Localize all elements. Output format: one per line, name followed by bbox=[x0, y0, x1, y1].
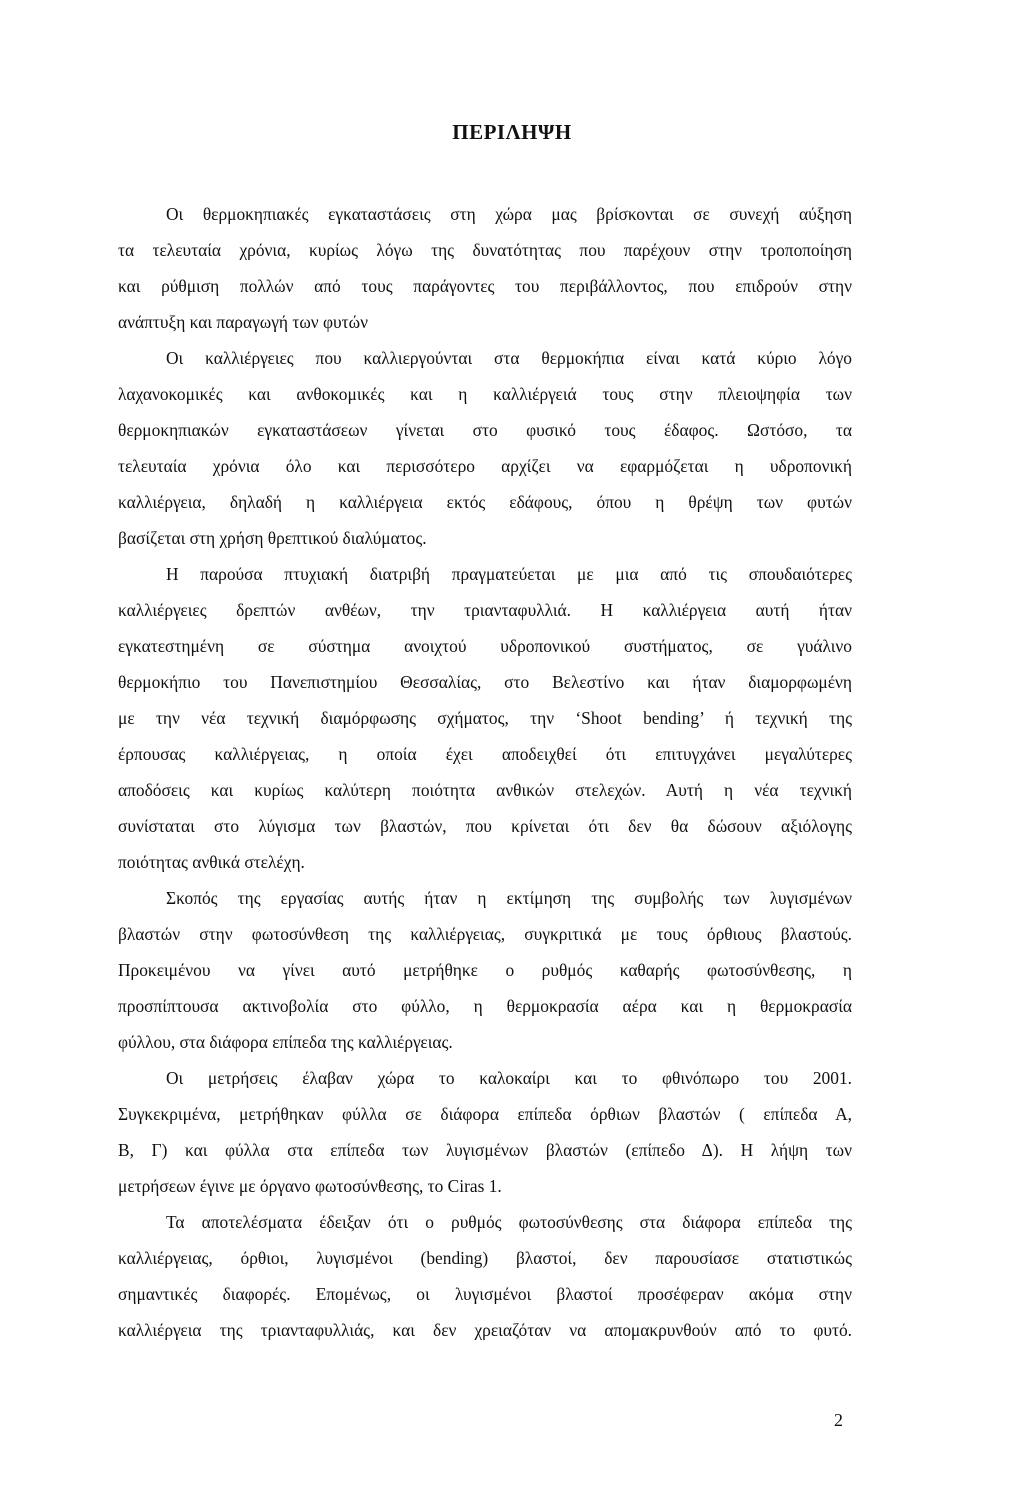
text-line: καλλιέργεια, δηλαδή η καλλιέργεια εκτός εδάφους, όπου η θρέψη των φυτών bbox=[118, 492, 852, 512]
text-line: μετρήσεων έγινε με όργανο φωτοσύνθεσης, το Ciras 1. bbox=[118, 1176, 502, 1196]
text-line: αποδόσεις και κυρίως καλύτερη ποιότητα ανθικών στελεχών. Αυτή η νέα τεχνική bbox=[118, 780, 852, 800]
text-line: προσπίπτουσα ακτινοβολία στο φύλλο, η θερμοκρασία αέρα και η θερμοκρασία bbox=[118, 996, 852, 1016]
text-line: ποιότητας ανθικά στελέχη. bbox=[118, 852, 305, 872]
text-line: εγκατεστημένη σε σύστημα ανοιχτού υδροπονικού συστήματος, σε γυάλινο bbox=[118, 636, 852, 656]
text-line: τα τελευταία χρόνια, κυρίως λόγω της δυνατότητας που παρέχουν στην τροποποίηση bbox=[118, 240, 852, 260]
text-line: καλλιέργεια της τριανταφυλλιάς, και δεν χρειαζόταν να απομακρυνθούν από το φυτό. bbox=[118, 1320, 852, 1340]
text-line: καλλιέργειες δρεπτών ανθέων, την τριανταφυλλιά. Η καλλιέργεια αυτή ήταν bbox=[118, 600, 852, 620]
text-line: έρπουσας καλλιέργειας, η οποία έχει αποδειχθεί ότι επιτυγχάνει μεγαλύτερες bbox=[118, 744, 852, 764]
text-line: λαχανοκομικές και ανθοκομικές και η καλλιέργειά τους στην πλειοψηφία των bbox=[118, 384, 852, 404]
text-line: Οι μετρήσεις έλαβαν χώρα το καλοκαίρι και το φθινόπωρο του 2001. bbox=[166, 1068, 852, 1088]
abstract-body bbox=[118, 196, 852, 1348]
text-line: τελευταία χρόνια όλο και περισσότερο αρχίζει να εφαρμόζεται η υδροπονική bbox=[118, 456, 852, 476]
text-line: Σκοπός της εργασίας αυτής ήταν η εκτίμηση της συμβολής των λυγισμένων bbox=[166, 888, 852, 908]
text-line: συνίσταται στο λύγισμα των βλαστών, που κρίνεται ότι δεν θα δώσουν αξιόλογης bbox=[118, 816, 852, 836]
text-line: θερμοκηπιακών εγκαταστάσεων γίνεται στο φυσικό τους έδαφος. Ωστόσο, τα bbox=[118, 420, 852, 440]
text-line: καλλιέργειας, όρθιοι, λυγισμένοι (bending) βλαστοί, δεν παρουσίασε στατιστικώς bbox=[118, 1248, 852, 1268]
text-line: βασίζεται στη χρήση θρεπτικού διαλύματος. bbox=[118, 528, 427, 548]
text-line: Οι καλλιέργειες που καλλιεργούνται στα θερμοκήπια είναι κατά κύριο λόγο bbox=[166, 348, 852, 368]
text-line: Τα αποτελέσματα έδειξαν ότι ο ρυθμός φωτοσύνθεσης στα διάφορα επίπεδα της bbox=[166, 1212, 852, 1232]
text-line: και ρύθμιση πολλών από τους παράγοντες του περιβάλλοντος, που επιδρούν στην bbox=[118, 276, 852, 296]
page-title: ΠΕΡΙΛΗΨΗ bbox=[452, 120, 572, 144]
text-line: σημαντικές διαφορές. Επομένως, οι λυγισμένοι βλαστοί προσέφεραν ακόμα στην bbox=[118, 1284, 852, 1304]
page-number: 2 bbox=[834, 1410, 843, 1430]
text-line: Προκειμένου να γίνει αυτό μετρήθηκε ο ρυθμός καθαρής φωτοσύνθεσης, η bbox=[118, 960, 852, 980]
text-line: ανάπτυξη και παραγωγή των φυτών bbox=[118, 312, 368, 332]
text-line: θερμοκήπιο του Πανεπιστημίου Θεσσαλίας, στο Βελεστίνο και ήταν διαμορφωμένη bbox=[118, 672, 852, 692]
text-line: φύλλου, στα διάφορα επίπεδα της καλλιέργειας. bbox=[118, 1032, 453, 1052]
text-line: βλαστών στην φωτοσύνθεση της καλλιέργειας, συγκριτικά με τους όρθιους βλαστούς. bbox=[118, 924, 852, 944]
text-line: με την νέα τεχνική διαμόρφωσης σχήματος, την ‘Shoot bending’ ή τεχνική της bbox=[118, 708, 852, 728]
text-line: Οι θερμοκηπιακές εγκαταστάσεις στη χώρα μας βρίσκονται σε συνεχή αύξηση bbox=[166, 204, 852, 224]
text-line: Η παρούσα πτυχιακή διατριβή πραγματεύεται με μια από τις σπουδαιότερες bbox=[166, 564, 852, 584]
text-line: Β, Γ) και φύλλα στα επίπεδα των λυγισμένων βλαστών (επίπεδο Δ). Η λήψη των bbox=[118, 1140, 852, 1160]
text-line: Συγκεκριμένα, μετρήθηκαν φύλλα σε διάφορα επίπεδα όρθιων βλαστών ( επίπεδα Α, bbox=[118, 1104, 852, 1124]
